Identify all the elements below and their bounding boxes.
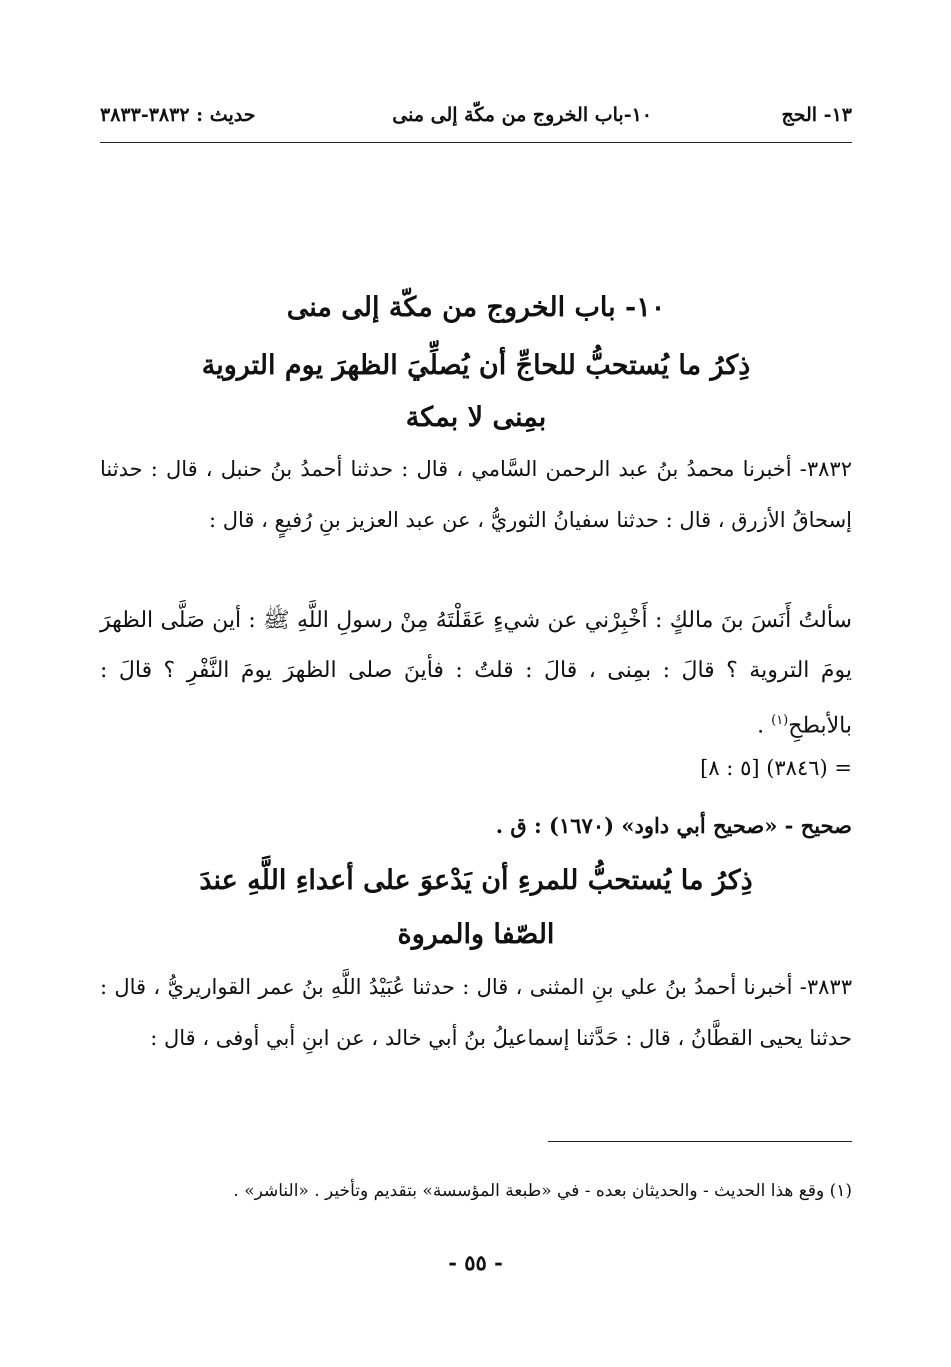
- section-heading-1: [100, 340, 852, 444]
- header-divider: [100, 142, 852, 143]
- section-heading-2-line-1: ذِكرُ ما يُستحبُّ للمرءِ أن يَدْعوَ على أعداءِ اللَّهِ عندَ: [199, 865, 753, 896]
- section-heading-1-line-1: ذِكرُ ما يُستحبُّ للحاجِّ أن يُصلِّيَ الظهرَ يوم التروية: [201, 350, 751, 381]
- footnote-divider: [548, 1141, 852, 1142]
- page-number: - ٥٥ -: [448, 1250, 503, 1275]
- chapter-title: ١٠- باب الخروج من مكّة إلى منى: [286, 292, 666, 323]
- hadith-3832-matn-text: سألتُ أَنَسَ بنَ مالكٍ : أَخْبِرْني عن شيءٍ عَقَلْتَهُ مِنْ رسولِ اللَّهِ ﷺ : أين صَلَّى الظهرَ يومَ التروية ؟ قالَ : بمِنى ، قالَ : قلتُ : فأينَ صلى الظهرَ يومَ النَّفْرِ ؟ قالَ : بالأبطحِ: [100, 608, 852, 739]
- header-book-title: ١٣- الحج: [781, 104, 852, 126]
- hadith-3832-matn: [100, 596, 852, 751]
- footnote-marker: (١): [771, 713, 789, 728]
- hadith-3832-cross-reference: = (٣٨٤٦) [٥ : ٨]: [700, 756, 852, 780]
- section-heading-1-line-2: بمِنى لا بمكة: [405, 402, 547, 433]
- hadith-3832-matn-end: .: [757, 713, 772, 739]
- footnote-1: (١) وقع هذا الحديث - والحديثان بعده - في «طبعة المؤسسة» بتقديم وتأخير . «الناشر» .: [233, 1181, 852, 1201]
- hadith-3832-grading: صحيح - «صحيح أبي داود» (١٦٧٠) : ق .: [495, 813, 852, 838]
- hadith-3832-isnad: ٣٨٣٢- أخبرنا محمدُ بنُ عبد الرحمن السَّامي ، قال : حدثنا أحمدُ بنُ حنبل ، قال : حدثنا إسحاقُ الأزرق ، قال : حدثنا سفيانُ الثوريُّ ، عن عبد العزيز بنِ رُفيعٍ ، قال :: [100, 457, 852, 532]
- section-heading-2-line-2: الصّفا والمروة: [397, 919, 555, 950]
- section-heading-2: [100, 854, 852, 962]
- header-hadith-range: حديث : ٣٨٣٢-٣٨٣٣: [100, 104, 256, 126]
- header-chapter-title: ١٠-باب الخروج من مكّة إلى منى: [392, 104, 652, 126]
- running-header: [100, 104, 852, 134]
- hadith-3833-isnad: ٣٨٣٣- أخبرنا أحمدُ بنُ علي بنِ المثنى ، قال : حدثنا عُبَيْدُ اللَّهِ بنُ عمر القواريريُّ ، قال : حدثنا يحيى القطَّانُ ، قال : حَدَّثنا إسماعيلُ بنُ أبي خالد ، عن ابنِ أبي أوفى ، قال :: [100, 975, 852, 1050]
